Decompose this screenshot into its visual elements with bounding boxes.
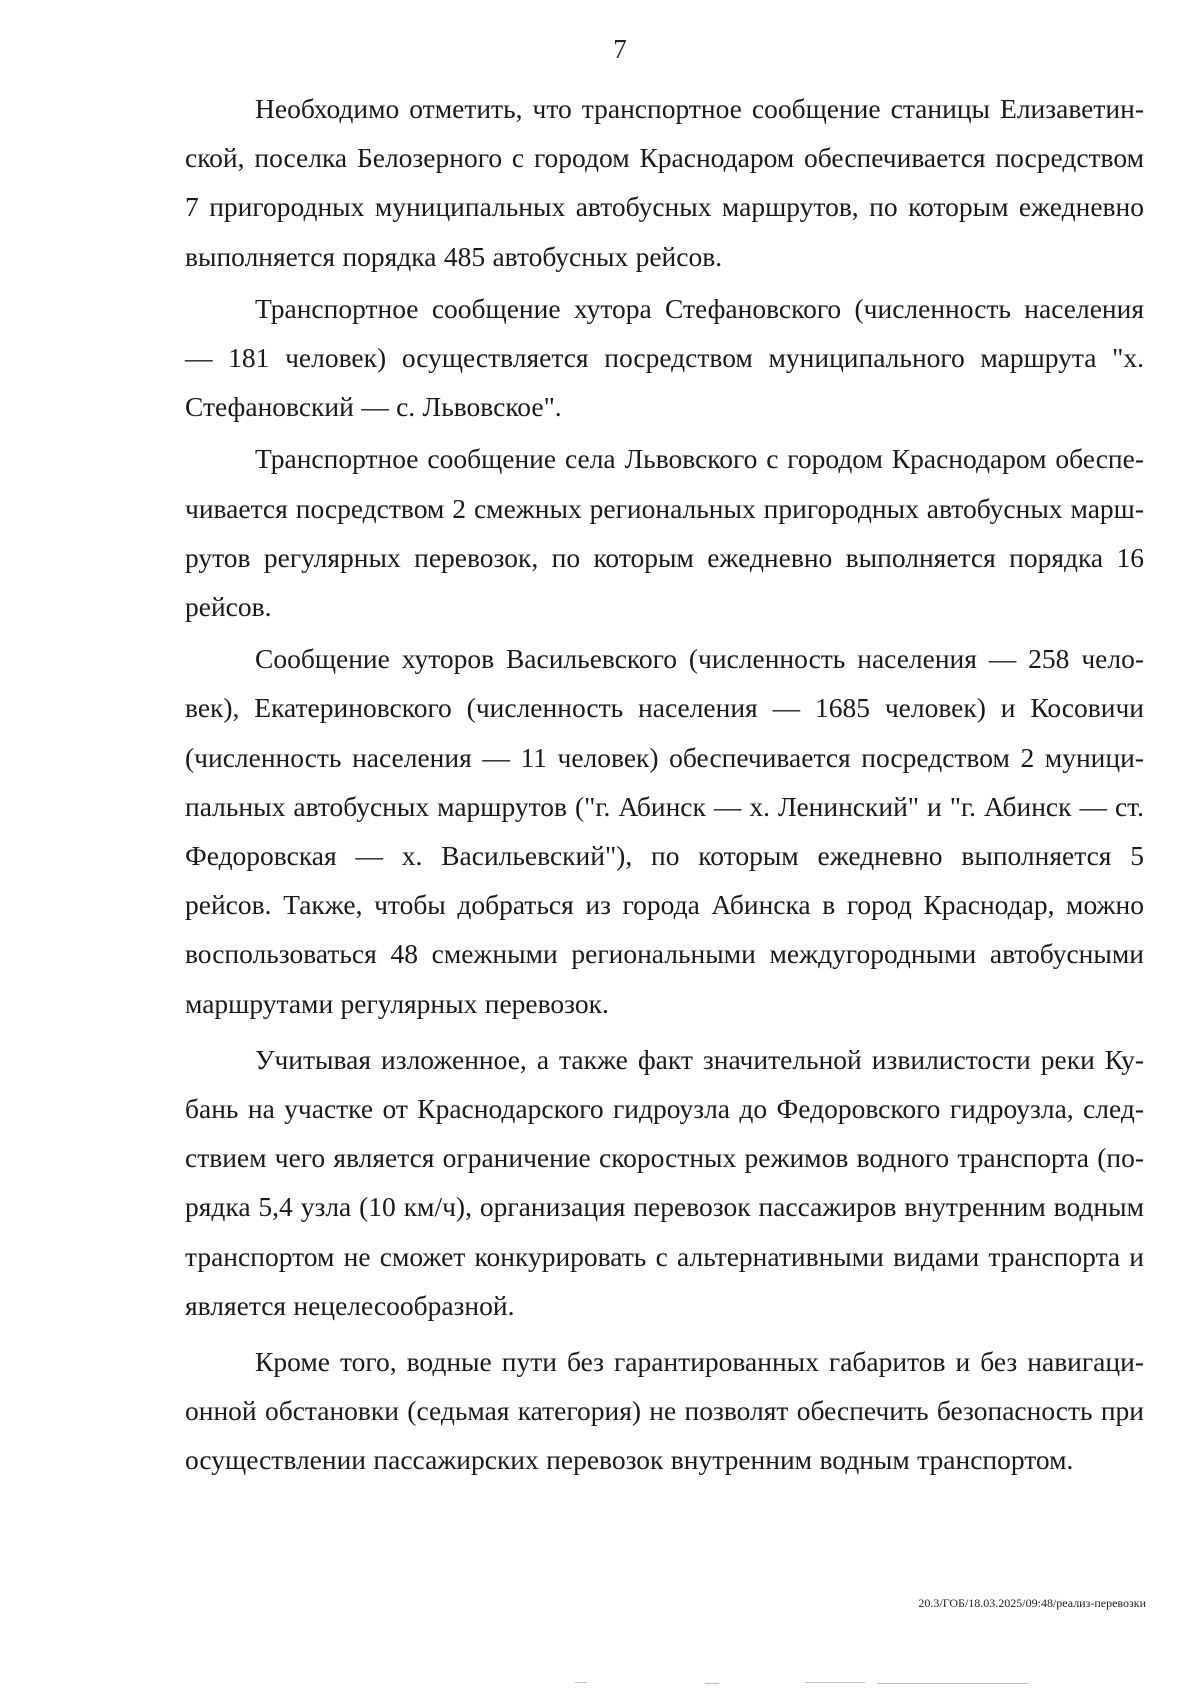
paragraph-kuban-river: Учитывая изложенное, а также факт значительной извилистости реки Кубань на участке от Краснодарского гидроузла до Федоровского гидроузла, следствием чего является ограничение скоростных режимов водного транспорта (порядка 5,4 узла (10 км/ч), организация перевозок пассажиров внутренним водным транспортом не сможет конкурировать с альтернативными видами транспорта и является нецелесообразной. bbox=[185, 1043, 1144, 1321]
paragraph-vasilevsky: Сообщение хуторов Васильевского (численность населения — 258 человек), Екатериновского (численность населения — 1685 человек) и Косовичи (численность населения — 11 человек) обеспечивается посредством 2 муниципальных автобусных маршрутов ("г. Абинск — х. Ленинский" и "г. Абинск — ст. Федоровская — х. Васильевский"), по которым ежедневно выполняется 5 рейсов. Также, чтобы добраться из города Абинска в город Краснодар, можно воспользоваться 48 смежными региональными междугородными автобусными маршрутами регулярных перевозок. bbox=[185, 643, 1144, 1019]
document-body bbox=[185, 84, 1144, 1488]
paragraph-lvovskoe: Транспортное сообщение села Львовского с городом Краснодаром обеспечивается посредством 2 смежных региональных пригородных автобусных маршрутов регулярных перевозок, по которым ежедневно выполняется порядка 16 рейсов. bbox=[185, 443, 1144, 623]
document-reference-code: 20.3/ГОБ/18.03.2025/09:48/реализ-перевозки bbox=[918, 1596, 1146, 1610]
paragraph-elizavetinskaya: Необходимо отметить, что транспортное сообщение станицы Елизаветинской, поселка Белозерного с городом Краснодаром обеспечивается посредством 7 пригородных муниципальных автобусных маршрутов, по которым ежедневно выполняется порядка 485 автобусных рейсов. bbox=[185, 93, 1144, 272]
scan-artifacts bbox=[0, 1682, 1200, 1688]
paragraph-stefanovsky: Транспортное сообщение хутора Стефановского (численность населения — 181 человек) осуществляется посредством муниципального маршрута "х. Стефановский — с. Львовское". bbox=[185, 292, 1144, 423]
paragraph-waterways: Кроме того, водные пути без гарантированных габаритов и без навигационной обстановки (седьмая категория) не позволят обеспечить безопасность при осуществлении пассажирских перевозок внутренним водным транспортом. bbox=[185, 1346, 1144, 1476]
page-number: 7 bbox=[613, 34, 627, 64]
